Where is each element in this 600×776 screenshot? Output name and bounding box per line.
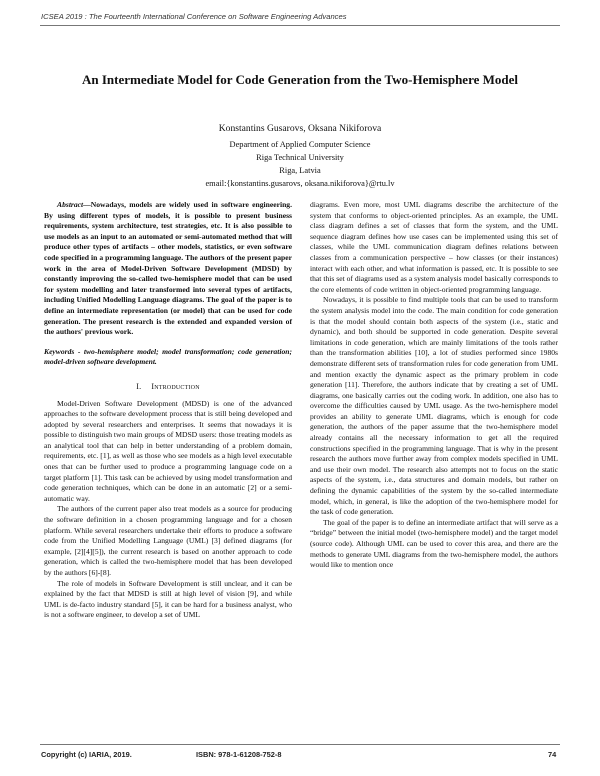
right-column xyxy=(310,200,558,571)
paragraph: The authors of the current paper also treat models as a source for producing the software definition in a chosen programming language and for a chosen platform. While several researchers undertake their efforts to produce a software code from the Unified Modelling Language (UML) [3] defined diagrams (for example, [2][4][5]), the current research is based on another approach to code generation, which is called the two-hemisphere model that has been developed by the authors [6]-[8]. xyxy=(44,504,292,577)
email: email:{konstantins.gusarovs, oksana.nikiforova}@rtu.lv xyxy=(205,179,395,188)
paragraph: Model-Driven Software Development (MDSD) is one of the advanced approaches to the software development process that is still being developed and adopted by several researchers and enterprises. It seems that nowadays it is possible to distinguish two main groups of MDSD users: those treating models as an analytical tool that can help in better understanding of a problem domain, requirements, etc. [1], as well as those who see models as a high level executable ones that can be further used to produce a programming language code on a target platform [1]. This task can be achieved by using model transformation and code generation techniques, which can be done in an automatic [2] or a semi-automatic way. xyxy=(44,398,292,503)
page-number: 74 xyxy=(548,750,557,759)
copyright: Copyright (c) IARIA, 2019. xyxy=(41,750,132,759)
affiliation-block xyxy=(40,122,560,190)
university: Riga Technical University xyxy=(256,153,344,162)
abstract xyxy=(44,200,292,338)
authors: Konstantins Gusarovs, Oksana Nikiforova xyxy=(218,123,382,134)
abstract-lead: Abstract xyxy=(57,200,84,209)
paragraph: The goal of the paper is to define an intermediate artifact that will serve as a “bridge” between the initial model (two-hemisphere model) and the target model (source code). Although UML can be used to cover this area, and there are the methods to generate UML diagrams from the two-hemisphere model, the authors would like to mention once xyxy=(310,517,558,570)
paragraph: diagrams. Even more, most UML diagrams describe the architecture of the system that conforms to object-oriented principles. As an example, the UML class diagram defines a set of classes that form the system, and the UML sequence diagram defines how use cases can be implemented using this set of classes, while the UML communication diagram defines relations between classes from a communication perspective – how classes (or their instances) interact with each other, and what information is passed, etc. It is possible to see that this set of diagrams used as a system analysis model basically corresponds to the core elements of code written in object-oriented programming language. xyxy=(310,200,558,294)
paragraph: Nowadays, it is possible to find multiple tools that can be used to transform the system analysis model into the code. The main condition for code generation is that the model should contain both aspects of the system (i.e., static and dynamic), and both should be supported in code generation. Despite several limitations in code generation, which are mainly limitations of the tools rather than the transformation abilities [10], a lot of studies performed since 1980s demonstrate different sets of transformation rules for code generation from UML and mention exactly the dynamic aspect as the primary problem in code generation [11]. Therefore, the authors indicate that by creating a set of UML diagrams, one basically carries out the coding work. In addition, one also has to overcome the difficulties caused by UML usage. As the two-hemisphere model provides an ability to generate UML diagrams, which is enough for code generation, the authors of the paper assume that the two-hemisphere model already contains all the necessary information to get all the required constructions specified in the programming language. That is why in the present research the authors move further away from complex models specified in UML and use their own model. The research also attempts not to focus on the static aspects of the system, i.e., data structures and domain models, but rather on defining the dynamic capabilities of the system by the so-called intermediate model, which, in general, is like the adoption of the two-hemisphere model for the task of code generation. xyxy=(310,295,558,517)
abstract-text: —Nowadays, models are widely used in software engineering. By using different types of models, it is possible to present business requirements, system architecture, test strategies, etc. It is also possible to use models as an input to an automated or semi-automated method that will produce other types of artifacts – other models, statistics, or even software code specified in a programming language. The authors of the present paper work in the area of Model-Driven Software Development (MDSD) by constantly improving the so-called two-hemisphere model that can be used for system modelling and later transformed into several types of artifacts, including Unified Modelling Language diagrams. The goal of the paper is to define an intermediate representation (or model) that can be used for code generation. The present research is the extended and expanded version of the authors' previous work. xyxy=(44,200,292,337)
location: Riga, Latvia xyxy=(279,166,321,175)
footer-rule xyxy=(40,744,560,745)
isbn: ISBN: 978-1-61208-752-8 xyxy=(196,750,282,759)
section-title: Introduction xyxy=(151,381,200,391)
keywords: Keywords - two-hemisphere model; model transformation; code generation; model-driven software development. xyxy=(44,346,292,367)
department: Department of Applied Computer Science xyxy=(229,140,371,149)
section-heading xyxy=(44,382,292,393)
section-number: I. xyxy=(136,381,142,391)
paper-title: An Intermediate Model for Code Generation from the Two-Hemisphere Model xyxy=(81,72,519,87)
conference-header: ICSEA 2019 : The Fourteenth International Conference on Software Engineering Advances xyxy=(41,12,347,21)
left-column xyxy=(44,200,292,621)
paragraph: The role of models in Software Development is still unclear, and it can be explained by the fact that MDSD is still at high level of vision [9], and while UML is de-facto industry standard [5], it can be hard for a business analyst, who is not a software engineer, to develop a set of UML xyxy=(44,578,292,620)
header-rule xyxy=(40,25,560,26)
